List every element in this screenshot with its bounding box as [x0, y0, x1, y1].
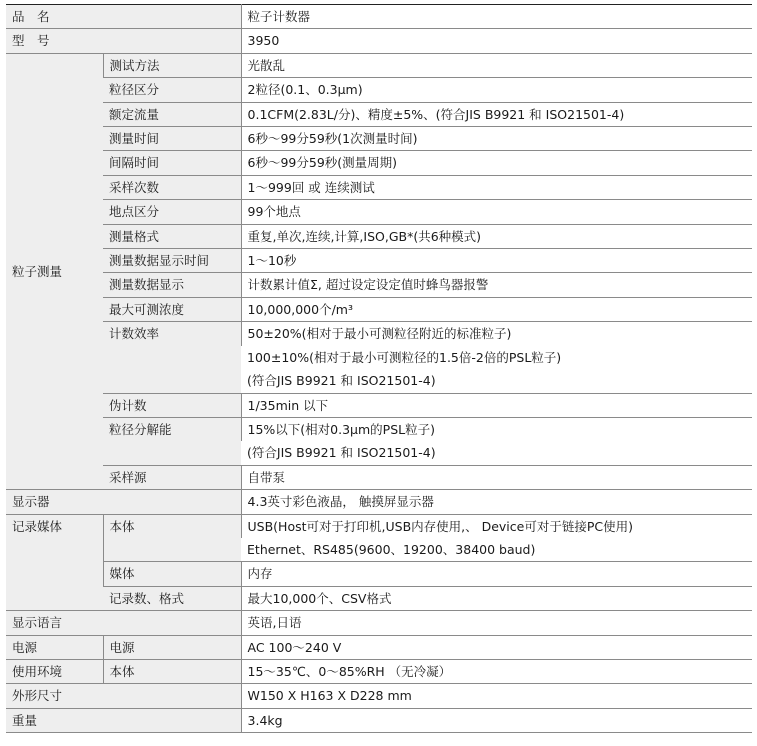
spec-value: 重复,单次,连续,计算,ISO,GB*(共6种模式) [241, 224, 752, 248]
spec-value: 6秒～99分59秒(1次测量时间) [241, 127, 752, 151]
row-max-concentration [6, 297, 752, 321]
row-interval-time [6, 151, 752, 175]
spec-label: 采样次数 [103, 175, 241, 199]
spec-label: 地点区分 [103, 200, 241, 224]
row-weight [6, 708, 752, 732]
row-display [6, 490, 752, 514]
spec-value: 1～10秒 [241, 249, 752, 273]
spec-label: 测量时间 [103, 127, 241, 151]
spec-label: 额定流量 [103, 102, 241, 126]
dimensions-label: 外形尺寸 [6, 684, 241, 708]
weight-label: 重量 [6, 708, 241, 732]
spec-value: (符合JIS B9921 和 ISO21501-4) [241, 441, 752, 465]
row-display-time [6, 249, 752, 273]
model-label: 型 号 [6, 29, 241, 53]
weight-value: 3.4kg [241, 708, 752, 732]
spec-label: 计数效率 [103, 322, 241, 393]
row-display-language [6, 611, 752, 635]
dimensions-value: W150 X H163 X D228 mm [241, 684, 752, 708]
row-model [6, 29, 752, 53]
product-name-label: 品 名 [6, 5, 241, 29]
spec-value: 1/35min 以下 [241, 393, 752, 417]
row-product-name [6, 5, 752, 29]
row-recording-records [6, 586, 752, 610]
row-dimensions [6, 684, 752, 708]
power-label: 电源 [6, 635, 103, 659]
spec-value: 10,000,000个/m³ [241, 297, 752, 321]
spec-label: 最大可测浓度 [103, 297, 241, 321]
spec-value: (符合JIS B9921 和 ISO21501-4) [241, 369, 752, 393]
spec-label: 测量数据显示 [103, 273, 241, 297]
row-measurement-format [6, 224, 752, 248]
power-sub-label: 电源 [103, 635, 241, 659]
spec-label: 测量数据显示时间 [103, 249, 241, 273]
environment-label: 使用环境 [6, 659, 103, 683]
recording-media-sub-label: 媒体 [103, 562, 241, 586]
row-test-method [6, 53, 752, 77]
row-sampling-count [6, 175, 752, 199]
row-recording-media [6, 562, 752, 586]
spec-label: 粒径分解能 [103, 417, 241, 465]
row-recording-body [6, 514, 752, 538]
spec-value: 2粒径(0.1、0.3μm) [241, 78, 752, 102]
spec-value: 0.1CFM(2.83L/分)、精度±5%、(符合JIS B9921 和 ISO21501-4) [241, 102, 752, 126]
spec-value: 1～999回 或 连续测试 [241, 175, 752, 199]
spec-value: 自带泵 [241, 465, 752, 489]
environment-value: 15～35℃、0～85%RH （无冷凝） [241, 659, 752, 683]
power-value: AC 100～240 V [241, 635, 752, 659]
row-counting-efficiency [6, 322, 752, 346]
recording-media-blank [6, 562, 103, 611]
display-label: 显示器 [6, 490, 241, 514]
spec-label: 测试方法 [103, 53, 241, 77]
spec-value: 光散乱 [241, 53, 752, 77]
spec-label: 采样源 [103, 465, 241, 489]
recording-media-label: 记录媒体 [6, 514, 103, 562]
display-language-value: 英语,日语 [241, 611, 752, 635]
spec-label: 间隔时间 [103, 151, 241, 175]
spec-label: 粒径区分 [103, 78, 241, 102]
display-value: 4.3英寸彩色液晶， 触摸屏显示器 [241, 490, 752, 514]
model-value: 3950 [241, 29, 752, 53]
row-environment [6, 659, 752, 683]
spec-value: 15%以下(相对0.3μm的PSL粒子) [241, 417, 752, 441]
spec-label: 测量格式 [103, 224, 241, 248]
row-flow-rate [6, 102, 752, 126]
row-particle-size [6, 78, 752, 102]
product-name-value: 粒子计数器 [241, 5, 752, 29]
recording-body-value: Ethernet、RS485(9600、19200、38400 baud) [241, 538, 752, 562]
row-measurement-time [6, 127, 752, 151]
spec-value: 6秒～99分59秒(测量周期) [241, 151, 752, 175]
row-power [6, 635, 752, 659]
particle-measurement-label: 粒子测量 [6, 53, 103, 489]
spec-value: 99个地点 [241, 200, 752, 224]
spec-value: 50±20%(相对于最小可测粒径附近的标准粒子) [241, 322, 752, 346]
recording-records-value: 最大10,000个、CSV格式 [241, 586, 752, 610]
recording-records-label: 记录数、格式 [103, 586, 241, 610]
row-locations [6, 200, 752, 224]
row-data-display [6, 273, 752, 297]
spec-label: 伪计数 [103, 393, 241, 417]
row-false-count [6, 393, 752, 417]
recording-body-label: 本体 [103, 514, 241, 562]
row-size-resolution [6, 417, 752, 441]
display-language-label: 显示语言 [6, 611, 241, 635]
spec-value: 计数累计值Σ, 超过设定设定值时蜂鸟器报警 [241, 273, 752, 297]
spec-table [6, 4, 752, 733]
recording-body-value: USB(Host可对于打印机,USB内存使用,、 Device可对于链接PC使用) [241, 514, 752, 538]
environment-sub-label: 本体 [103, 659, 241, 683]
row-sampling-source [6, 465, 752, 489]
recording-media-value: 内存 [241, 562, 752, 586]
spec-value: 100±10%(相对于最小可测粒径的1.5倍-2倍的PSL粒子) [247, 349, 562, 365]
